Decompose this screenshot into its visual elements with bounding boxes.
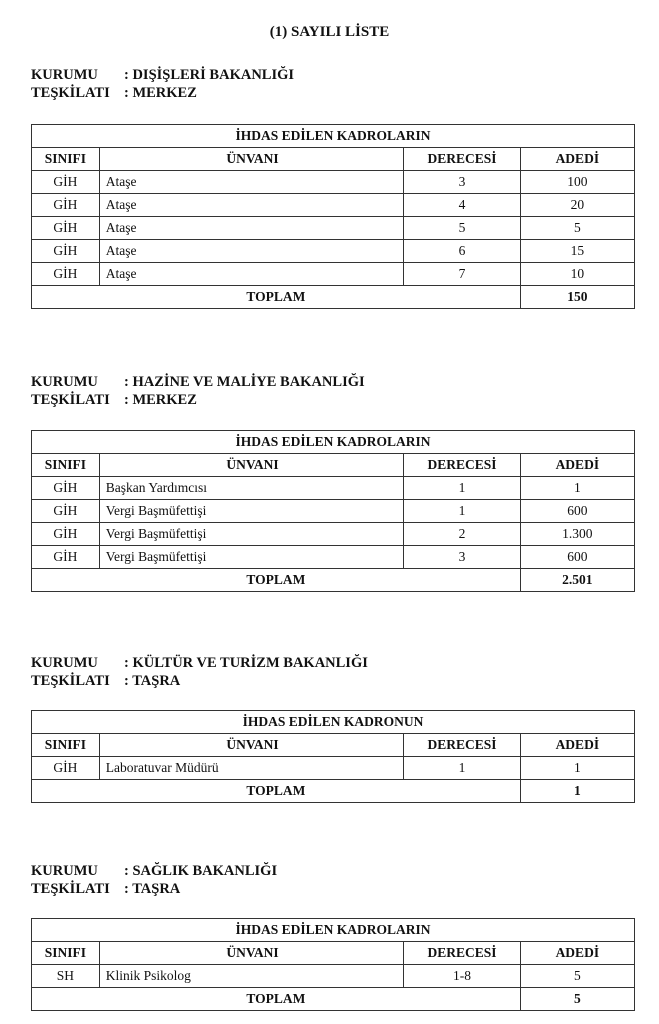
total-value: 2.501	[520, 569, 634, 592]
cadre-table-2	[31, 430, 635, 592]
cell-derecesi: 3	[404, 546, 520, 569]
cell-adedi: 5	[520, 217, 634, 240]
section-header-1	[31, 66, 294, 102]
cell-derecesi: 2	[404, 523, 520, 546]
section-header-2	[31, 373, 365, 409]
teskilati-label: TEŞKİLATI	[31, 85, 110, 101]
total-value: 5	[520, 988, 634, 1011]
cell-unvani: Vergi Başmüfettişi	[99, 523, 404, 546]
total-value: 150	[520, 286, 634, 309]
cell-unvani: Ataşe	[99, 217, 404, 240]
table-title: İHDAS EDİLEN KADROLARIN	[32, 125, 635, 148]
cadre-table-1	[31, 124, 635, 309]
cell-sinifi: GİH	[32, 217, 100, 240]
table-row	[32, 171, 635, 194]
cell-sinifi: GİH	[32, 546, 100, 569]
table-row	[32, 217, 635, 240]
col-header-derecesi: DERECESİ	[404, 734, 520, 757]
teskilati-label: TEŞKİLATI	[31, 881, 110, 897]
section-header-4	[31, 862, 277, 898]
page-title: (1) SAYILI LİSTE	[269, 24, 390, 40]
total-label: TOPLAM	[32, 988, 521, 1011]
cell-adedi: 100	[520, 171, 634, 194]
cell-unvani: Klinik Psikolog	[99, 965, 404, 988]
table-row	[32, 500, 635, 523]
total-label: TOPLAM	[32, 780, 521, 803]
table-row	[32, 240, 635, 263]
total-row	[32, 780, 635, 803]
col-header-adedi: ADEDİ	[520, 148, 634, 171]
table-row	[32, 523, 635, 546]
col-header-unvani: ÜNVANI	[99, 942, 404, 965]
col-header-sinifi: SINIFI	[32, 454, 100, 477]
kurumu-value: : HAZİNE VE MALİYE BAKANLIĞI	[124, 374, 365, 390]
cadre-table-4	[31, 918, 635, 1011]
table-title: İHDAS EDİLEN KADROLARIN	[32, 431, 635, 454]
cell-sinifi: GİH	[32, 500, 100, 523]
col-header-sinifi: SINIFI	[32, 148, 100, 171]
teskilati-label: TEŞKİLATI	[31, 392, 110, 408]
cell-adedi: 5	[520, 965, 634, 988]
table-title: İHDAS EDİLEN KADRONUN	[32, 711, 635, 734]
kurumu-label: KURUMU	[31, 67, 98, 83]
cell-adedi: 20	[520, 194, 634, 217]
table-row	[32, 546, 635, 569]
col-header-derecesi: DERECESİ	[404, 454, 520, 477]
teskilati-value: : TAŞRA	[124, 673, 181, 689]
cell-adedi: 1.300	[520, 523, 634, 546]
teskilati-value: : MERKEZ	[124, 392, 197, 408]
cell-adedi: 600	[520, 546, 634, 569]
cell-adedi: 1	[520, 757, 634, 780]
cell-sinifi: GİH	[32, 194, 100, 217]
cell-derecesi: 1	[404, 500, 520, 523]
total-row	[32, 988, 635, 1011]
cell-sinifi: SH	[32, 965, 100, 988]
teskilati-label: TEŞKİLATI	[31, 673, 110, 689]
table-row	[32, 194, 635, 217]
total-value: 1	[520, 780, 634, 803]
col-header-unvani: ÜNVANI	[99, 148, 404, 171]
cell-unvani: Başkan Yardımcısı	[99, 477, 404, 500]
col-header-derecesi: DERECESİ	[404, 148, 520, 171]
col-header-unvani: ÜNVANI	[99, 734, 404, 757]
cell-unvani: Ataşe	[99, 171, 404, 194]
total-row	[32, 569, 635, 592]
cell-derecesi: 6	[404, 240, 520, 263]
table-row	[32, 477, 635, 500]
cell-sinifi: GİH	[32, 263, 100, 286]
col-header-adedi: ADEDİ	[520, 942, 634, 965]
cell-unvani: Ataşe	[99, 240, 404, 263]
total-row	[32, 286, 635, 309]
cell-derecesi: 4	[404, 194, 520, 217]
col-header-sinifi: SINIFI	[32, 734, 100, 757]
col-header-sinifi: SINIFI	[32, 942, 100, 965]
cell-sinifi: GİH	[32, 523, 100, 546]
total-label: TOPLAM	[32, 569, 521, 592]
kurumu-label: KURUMU	[31, 655, 98, 671]
table-title: İHDAS EDİLEN KADROLARIN	[32, 919, 635, 942]
teskilati-value: : MERKEZ	[124, 85, 197, 101]
cell-derecesi: 1	[404, 757, 520, 780]
col-header-unvani: ÜNVANI	[99, 454, 404, 477]
cadre-table-3	[31, 710, 635, 803]
cell-adedi: 15	[520, 240, 634, 263]
table-row	[32, 263, 635, 286]
cell-derecesi: 1	[404, 477, 520, 500]
table-row	[32, 965, 635, 988]
kurumu-label: KURUMU	[31, 374, 98, 390]
total-label: TOPLAM	[32, 286, 521, 309]
cell-unvani: Vergi Başmüfettişi	[99, 500, 404, 523]
cell-adedi: 1	[520, 477, 634, 500]
kurumu-value: : KÜLTÜR VE TURİZM BAKANLIĞI	[124, 655, 368, 671]
cell-derecesi: 7	[404, 263, 520, 286]
col-header-derecesi: DERECESİ	[404, 942, 520, 965]
section-header-3	[31, 654, 368, 690]
col-header-adedi: ADEDİ	[520, 454, 634, 477]
cell-derecesi: 3	[404, 171, 520, 194]
cell-unvani: Vergi Başmüfettişi	[99, 546, 404, 569]
cell-derecesi: 1-8	[404, 965, 520, 988]
col-header-adedi: ADEDİ	[520, 734, 634, 757]
kurumu-value: : SAĞLIK BAKANLIĞI	[124, 863, 278, 879]
cell-unvani: Ataşe	[99, 194, 404, 217]
cell-sinifi: GİH	[32, 171, 100, 194]
kurumu-label: KURUMU	[31, 863, 98, 879]
teskilati-value: : TAŞRA	[124, 881, 181, 897]
cell-derecesi: 5	[404, 217, 520, 240]
cell-unvani: Ataşe	[99, 263, 404, 286]
cell-sinifi: GİH	[32, 240, 100, 263]
cell-adedi: 10	[520, 263, 634, 286]
cell-unvani: Laboratuvar Müdürü	[99, 757, 404, 780]
cell-sinifi: GİH	[32, 757, 100, 780]
kurumu-value: : DIŞİŞLERİ BAKANLIĞI	[124, 67, 295, 83]
cell-adedi: 600	[520, 500, 634, 523]
table-row	[32, 757, 635, 780]
cell-sinifi: GİH	[32, 477, 100, 500]
